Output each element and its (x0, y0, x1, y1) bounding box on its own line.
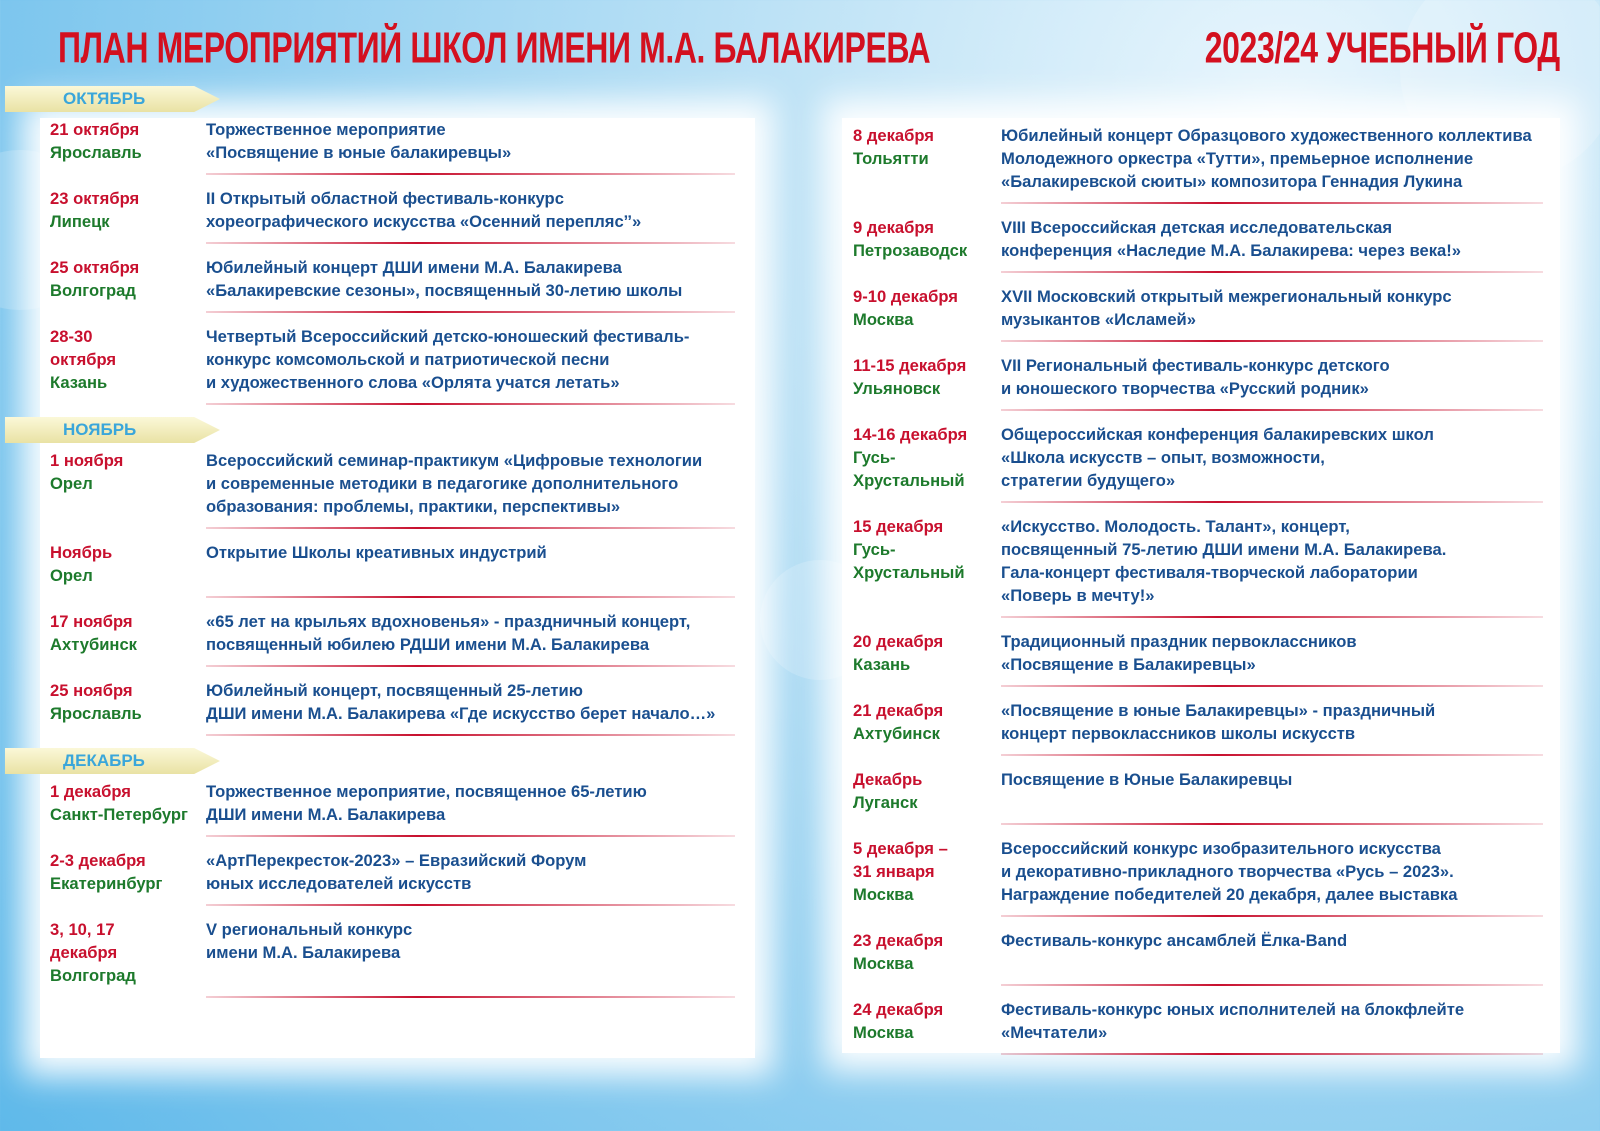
event-entry (853, 630, 1563, 699)
event-when (853, 285, 1001, 354)
entry-divider (206, 835, 735, 837)
event-city: Казань (50, 373, 108, 392)
event-entry (853, 929, 1563, 998)
event-when (50, 541, 206, 610)
event-when (853, 998, 1001, 1067)
event-description (206, 679, 715, 748)
description-line: Всероссийский конкурс изобразительного искусства (1001, 839, 1441, 858)
event-date: Декабрь (853, 770, 923, 789)
event-entry (853, 998, 1563, 1067)
event-entry (853, 354, 1563, 423)
event-when (50, 449, 206, 541)
event-when (853, 837, 1001, 929)
event-when (50, 256, 206, 325)
event-description (206, 256, 682, 325)
event-when (853, 699, 1001, 768)
entry-divider (206, 596, 735, 598)
description-line: «Искусство. Молодость. Талант», концерт, (1001, 517, 1350, 536)
event-when (853, 768, 1001, 837)
entry-divider (206, 311, 735, 313)
event-entry (50, 780, 755, 849)
event-date: 3, 10, 17 (50, 920, 115, 939)
event-entry (50, 679, 755, 748)
description-line: Награждение победителей 20 декабря, далее выставка (1001, 885, 1458, 904)
event-date: 9-10 декабря (853, 287, 958, 306)
description-line: Четвертый Всероссийский детско-юношеский фестиваль- (206, 327, 690, 346)
event-entry (50, 118, 755, 187)
description-line: ДШИ имени М.А. Балакирева (206, 805, 446, 824)
description-line: II Открытый областной фестиваль-конкурс (206, 189, 564, 208)
entry-divider (206, 904, 735, 906)
event-description (1001, 216, 1461, 285)
event-entry (853, 124, 1563, 216)
description-line: «Посвящение в Балакиревцы» (1001, 655, 1256, 674)
event-city: Ахтубинск (853, 724, 940, 743)
event-city: Гусь- (853, 448, 896, 467)
event-description (1001, 515, 1446, 630)
description-line: Фестиваль-конкурс ансамблей Ёлка-Band (1001, 931, 1348, 950)
event-date: 25 ноября (50, 681, 133, 700)
entry-divider (206, 665, 735, 667)
event-city: Липецк (50, 212, 110, 231)
description-line: «Посвящение в юные Балакиревцы» - праздничный (1001, 701, 1436, 720)
event-description (206, 541, 547, 610)
description-line: Торжественное мероприятие, посвященное 65-летию (206, 782, 647, 801)
description-line: и юношеского творчества «Русский родник» (1001, 379, 1369, 398)
description-line: ДШИ имени М.А. Балакирева «Где искусство берет начало…» (206, 704, 716, 723)
event-entry (50, 325, 755, 417)
event-when (853, 354, 1001, 423)
entry-divider (1001, 616, 1543, 618)
entry-divider (1001, 501, 1543, 503)
description-line: «Балакиревской сюиты» композитора Геннадия Лукина (1001, 172, 1463, 191)
description-line: конференция «Наследие М.А. Балакирева: через века!» (1001, 241, 1462, 260)
description-line: и декоративно-прикладного творчества «Русь – 2023». (1001, 862, 1454, 881)
description-line: образования: проблемы, практики, перспективы» (206, 497, 621, 516)
event-description (1001, 285, 1452, 354)
description-line: V региональный конкурс (206, 920, 413, 939)
description-line: имени М.А. Балакирева (206, 943, 401, 962)
month-label: НОЯБРЬ (63, 420, 137, 439)
event-city: Ахтубинск (50, 635, 137, 654)
event-description (206, 118, 511, 187)
entry-divider (206, 996, 735, 998)
entry-divider (206, 173, 735, 175)
event-city: Луганск (853, 793, 918, 812)
description-line: Юбилейный концерт, посвященный 25-летию (206, 681, 583, 700)
event-date: 5 декабря – (853, 839, 948, 858)
event-date: 25 октября (50, 258, 140, 277)
month-label: ДЕКАБРЬ (63, 751, 145, 770)
description-line: Гала-концерт фестиваля-творческой лаборатории (1001, 563, 1418, 582)
event-description (1001, 768, 1292, 837)
entry-divider (1001, 202, 1543, 204)
event-date: 21 октября (50, 120, 140, 139)
event-entry (853, 837, 1563, 929)
event-when (853, 630, 1001, 699)
event-date: 11-15 декабря (853, 356, 967, 375)
description-line: «Посвящение в юные балакиревцы» (206, 143, 512, 162)
entry-divider (1001, 271, 1543, 273)
event-date: 2-3 декабря (50, 851, 146, 870)
month-header (5, 86, 220, 112)
event-city: Тольятти (853, 149, 929, 168)
entry-divider (206, 242, 735, 244)
event-entry (50, 541, 755, 610)
event-date: 23 октября (50, 189, 140, 208)
event-city: Санкт-Петербург (50, 805, 188, 824)
month-header (5, 748, 220, 774)
event-date: октября (50, 350, 117, 369)
description-line: посвященный юбилею РДШИ имени М.А. Балакирева (206, 635, 650, 654)
event-when (50, 325, 206, 417)
event-city: Гусь- (853, 540, 896, 559)
description-line: и современные методики в педагогике дополнительного (206, 474, 679, 493)
event-city: Волгоград (50, 281, 136, 300)
event-description (1001, 699, 1435, 768)
entry-divider (206, 403, 735, 405)
event-entry (50, 449, 755, 541)
event-entry (853, 515, 1563, 630)
entry-divider (1001, 823, 1543, 825)
event-city: Москва (853, 1023, 914, 1042)
left-column (50, 86, 755, 1010)
description-line: стратегии будущего» (1001, 471, 1176, 490)
event-description (206, 610, 690, 679)
event-entry (853, 285, 1563, 354)
description-line: конкурс комсомольской и патриотической песни (206, 350, 610, 369)
event-entry (50, 918, 755, 1010)
event-date: 24 декабря (853, 1000, 944, 1019)
description-line: «АртПерекресток-2023» – Евразийский Форум (206, 851, 587, 870)
event-city: Хрустальный (853, 563, 965, 582)
month-label: ОКТЯБРЬ (63, 89, 146, 108)
entry-divider (1001, 409, 1543, 411)
event-when (853, 515, 1001, 630)
event-entry (853, 699, 1563, 768)
title-main: ПЛАН МЕРОПРИЯТИЙ ШКОЛ ИМЕНИ М.А. БАЛАКИРЕВА (58, 24, 931, 73)
description-line: VII Региональный фестиваль-конкурс детского (1001, 356, 1390, 375)
entry-divider (206, 734, 735, 736)
event-date: 14-16 декабря (853, 425, 968, 444)
event-city: Орел (50, 474, 93, 493)
event-date: 20 декабря (853, 632, 944, 651)
event-city: Ярославль (50, 704, 142, 723)
entry-divider (1001, 915, 1543, 917)
event-date: 28-30 (50, 327, 93, 346)
description-line: и художественного слова «Орлята учатся летать» (206, 373, 620, 392)
event-city: Ярославль (50, 143, 142, 162)
event-entry (50, 610, 755, 679)
event-when (50, 849, 206, 918)
description-line: Всероссийский семинар-практикум «Цифровые технологии (206, 451, 703, 470)
event-when (50, 610, 206, 679)
event-when (50, 679, 206, 748)
event-entry (853, 768, 1563, 837)
event-entry (853, 216, 1563, 285)
description-line: Торжественное мероприятие (206, 120, 446, 139)
event-entry (50, 187, 755, 256)
right-column (853, 124, 1563, 1067)
description-line: «65 лет на крыльях вдохновенья» - праздничный концерт, (206, 612, 691, 631)
entry-divider (1001, 685, 1543, 687)
entry-divider (1001, 1053, 1543, 1055)
description-line: «Школа искусств – опыт, возможности, (1001, 448, 1325, 467)
event-when (50, 918, 206, 1010)
event-date: 1 декабря (50, 782, 131, 801)
event-date: 21 декабря (853, 701, 944, 720)
event-date: Ноябрь (50, 543, 113, 562)
event-entry (853, 423, 1563, 515)
title-year: 2023/24 УЧЕБНЫЙ ГОД (1204, 24, 1560, 73)
entry-divider (1001, 340, 1543, 342)
event-description (1001, 630, 1357, 699)
event-when (853, 423, 1001, 515)
event-when (853, 216, 1001, 285)
description-line: XVII Московский открытый межрегиональный конкурс (1001, 287, 1452, 306)
description-line: Общероссийская конференция балакиревских школ (1001, 425, 1434, 444)
entry-divider (1001, 984, 1543, 986)
event-entry (50, 256, 755, 325)
description-line: Юбилейный концерт Образцового художественного коллектива (1001, 126, 1532, 145)
event-city: Москва (853, 885, 914, 904)
event-when (50, 187, 206, 256)
event-date: декабря (50, 943, 118, 962)
event-city: Волгоград (50, 966, 136, 985)
event-when (50, 118, 206, 187)
event-city: Хрустальный (853, 471, 965, 490)
description-line: VIII Всероссийская детская исследовательская (1001, 218, 1393, 237)
event-date: 9 декабря (853, 218, 934, 237)
description-line: Открытие Школы креативных индустрий (206, 543, 547, 562)
event-city: Орел (50, 566, 93, 585)
event-when (853, 124, 1001, 216)
event-city: Москва (853, 954, 914, 973)
description-line: «Поверь в мечту!» (1001, 586, 1155, 605)
description-line: Юбилейный концерт ДШИ имени М.А. Балакирева (206, 258, 622, 277)
description-line: Традиционный праздник первоклассников (1001, 632, 1357, 651)
month-header (5, 417, 220, 443)
description-line: посвященный 75-летию ДШИ имени М.А. Балакирева. (1001, 540, 1447, 559)
entry-divider (1001, 754, 1543, 756)
event-description (1001, 929, 1347, 998)
event-description (206, 780, 647, 849)
event-date: 31 января (853, 862, 935, 881)
event-when (853, 929, 1001, 998)
event-date: 1 ноября (50, 451, 124, 470)
event-date: 15 декабря (853, 517, 944, 536)
description-line: юных исследователей искусств (206, 874, 472, 893)
event-description (1001, 354, 1390, 423)
event-description (206, 849, 586, 918)
event-city: Ульяновск (853, 379, 941, 398)
description-line: Посвящение в Юные Балакиревцы (1001, 770, 1293, 789)
description-line: хореографического искусства «Осенний переплясˮ» (206, 212, 642, 231)
description-line: концерт первоклассников школы искусств (1001, 724, 1356, 743)
event-when (50, 780, 206, 849)
entry-divider (206, 527, 735, 529)
description-line: «Мечтатели» (1001, 1023, 1108, 1042)
event-city: Петрозаводск (853, 241, 968, 260)
event-description (206, 187, 641, 256)
event-date: 8 декабря (853, 126, 934, 145)
event-city: Казань (853, 655, 911, 674)
event-description (1001, 998, 1464, 1067)
event-date: 23 декабря (853, 931, 944, 950)
description-line: «Балакиревские сезоны», посвященный 30-летию школы (206, 281, 683, 300)
event-city: Екатеринбург (50, 874, 163, 893)
event-city: Москва (853, 310, 914, 329)
event-entry (50, 849, 755, 918)
description-line: музыкантов «Исламей» (1001, 310, 1196, 329)
description-line: Молодежного оркестра «Тутти», премьерное исполнение (1001, 149, 1474, 168)
description-line: Фестиваль-конкурс юных исполнителей на блокфлейте (1001, 1000, 1465, 1019)
event-date: 17 ноября (50, 612, 133, 631)
